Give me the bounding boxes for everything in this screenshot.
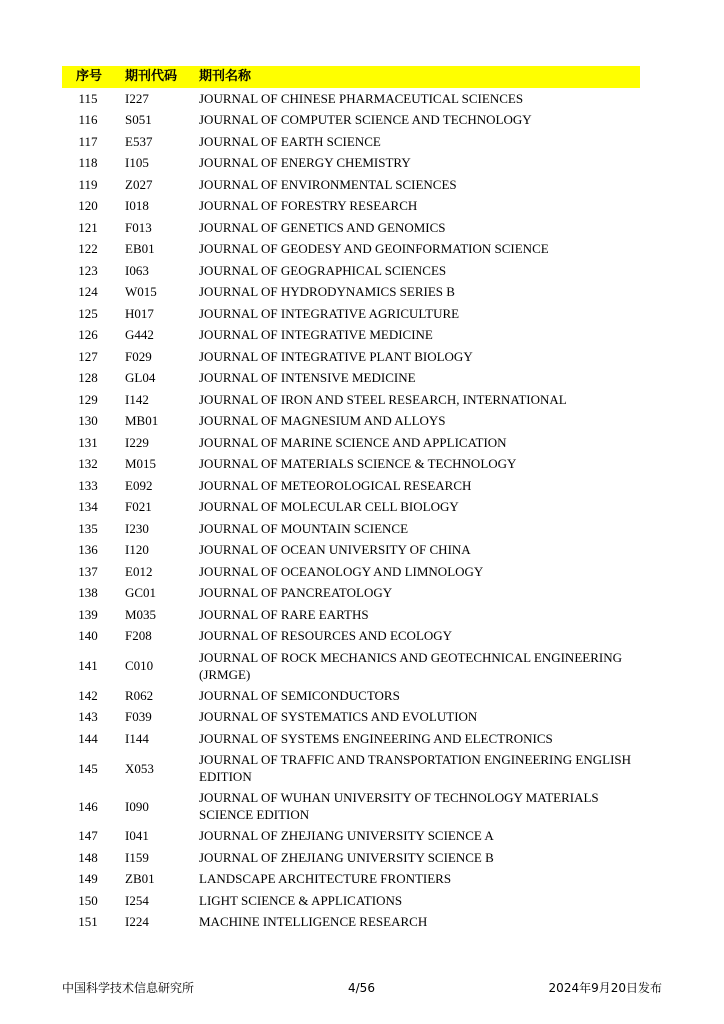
row-journal-name: LANDSCAPE ARCHITECTURE FRONTIERS	[199, 871, 452, 887]
row-journal-name: JOURNAL OF MAGNESIUM AND ALLOYS	[199, 413, 446, 429]
table-row	[62, 324, 640, 346]
footer-page-number: 4/56	[348, 981, 375, 995]
table-row	[62, 238, 640, 260]
row-code: E537	[125, 133, 153, 149]
row-code: I041	[125, 828, 149, 844]
row-seq: 137	[78, 563, 98, 579]
row-journal-name: JOURNAL OF INTENSIVE MEDICINE	[199, 370, 416, 386]
row-journal-name: JOURNAL OF OCEAN UNIVERSITY OF CHINA	[199, 542, 471, 558]
row-seq: 141	[78, 658, 98, 673]
row-journal-name: JOURNAL OF PANCREATOLOGY	[199, 585, 393, 601]
row-seq: 140	[78, 628, 98, 644]
table-row	[62, 281, 640, 303]
row-seq: 121	[78, 219, 98, 235]
row-code: GC01	[125, 585, 157, 601]
row-code: R062	[125, 687, 154, 703]
table-row	[62, 787, 640, 825]
row-journal-name: LIGHT SCIENCE & APPLICATIONS	[199, 892, 403, 908]
table-row	[62, 496, 640, 518]
row-code: ZB01	[125, 871, 155, 887]
row-code: I229	[125, 434, 149, 450]
row-code: F013	[125, 219, 152, 235]
row-code: MB01	[125, 413, 159, 429]
row-code: M015	[125, 456, 157, 472]
row-seq: 142	[78, 687, 98, 703]
row-journal-name: JOURNAL OF CHINESE PHARMACEUTICAL SCIENCES	[199, 90, 524, 106]
row-journal-name: JOURNAL OF GEODESY AND GEOINFORMATION SCIENCE	[199, 241, 549, 257]
row-journal-name: JOURNAL OF MOUNTAIN SCIENCE	[199, 520, 409, 536]
table-row	[62, 195, 640, 217]
table-row	[62, 432, 640, 454]
row-code: F021	[125, 499, 152, 515]
row-journal-name: JOURNAL OF ENVIRONMENTAL SCIENCES	[199, 176, 457, 192]
row-journal-name: JOURNAL OF HYDRODYNAMICS SERIES B	[199, 284, 455, 300]
table-row	[62, 539, 640, 561]
header-name: 期刊名称	[199, 69, 252, 85]
row-seq: 119	[78, 176, 98, 192]
row-journal-name: MACHINE INTELLIGENCE RESEARCH	[199, 914, 428, 930]
row-seq: 115	[78, 90, 98, 106]
row-code: EB01	[125, 241, 155, 257]
table-row	[62, 868, 640, 890]
row-journal-name: JOURNAL OF COMPUTER SCIENCE AND TECHNOLOGY	[199, 112, 532, 128]
header-code: 期刊代码	[125, 69, 178, 85]
row-code: I120	[125, 542, 149, 558]
row-code: X053	[125, 760, 154, 776]
row-code: F208	[125, 628, 152, 644]
row-code: Z027	[125, 176, 153, 192]
table-row	[62, 749, 640, 787]
row-seq: 125	[78, 305, 98, 321]
table-row	[62, 217, 640, 239]
footer-institution: 中国科学技术信息研究所	[62, 981, 195, 995]
row-code: M035	[125, 606, 157, 622]
row-journal-name: JOURNAL OF ZHEJIANG UNIVERSITY SCIENCE B	[199, 849, 494, 865]
journal-list-sheet	[62, 66, 640, 933]
table-row	[62, 453, 640, 475]
table-row	[62, 88, 640, 110]
row-seq: 122	[78, 241, 98, 257]
row-seq: 132	[78, 456, 98, 472]
table-row	[62, 728, 640, 750]
table-row	[62, 410, 640, 432]
table-row	[62, 647, 640, 685]
row-seq: 148	[78, 849, 98, 865]
table-row	[62, 131, 640, 153]
row-journal-name: JOURNAL OF TRAFFIC AND TRANSPORTATION ENGINEERING ENGLISH EDITION	[199, 752, 632, 784]
row-code: F029	[125, 348, 152, 364]
row-seq: 145	[78, 760, 98, 776]
table-row	[62, 625, 640, 647]
table-row	[62, 685, 640, 707]
row-seq: 129	[78, 391, 98, 407]
header-seq: 序号	[76, 69, 103, 85]
row-code: H017	[125, 305, 154, 321]
row-seq: 147	[78, 828, 98, 844]
row-code: I018	[125, 198, 149, 214]
table-row	[62, 604, 640, 626]
table-body	[62, 88, 640, 933]
row-seq: 117	[78, 133, 98, 149]
row-code: F039	[125, 709, 152, 725]
table-row	[62, 109, 640, 131]
row-code: W015	[125, 284, 157, 300]
row-seq: 134	[78, 499, 98, 515]
table-row	[62, 911, 640, 933]
header-row	[62, 66, 640, 88]
row-journal-name: JOURNAL OF MATERIALS SCIENCE & TECHNOLOGY	[199, 456, 517, 472]
row-journal-name: JOURNAL OF MOLECULAR CELL BIOLOGY	[199, 499, 459, 515]
row-journal-name: JOURNAL OF SYSTEMATICS AND EVOLUTION	[199, 709, 478, 725]
row-seq: 116	[78, 112, 98, 128]
row-journal-name: JOURNAL OF FORESTRY RESEARCH	[199, 198, 418, 214]
row-code: G442	[125, 327, 154, 343]
journal-table	[62, 66, 640, 933]
table-row	[62, 582, 640, 604]
row-journal-name: JOURNAL OF RESOURCES AND ECOLOGY	[199, 628, 453, 644]
table-row	[62, 260, 640, 282]
table-row	[62, 706, 640, 728]
table-row	[62, 346, 640, 368]
row-journal-name: JOURNAL OF INTEGRATIVE PLANT BIOLOGY	[199, 348, 473, 364]
table-row	[62, 303, 640, 325]
table-row	[62, 825, 640, 847]
table-row	[62, 174, 640, 196]
row-code: I254	[125, 892, 149, 908]
row-code: I230	[125, 520, 149, 536]
row-journal-name: JOURNAL OF MARINE SCIENCE AND APPLICATION	[199, 434, 507, 450]
row-journal-name: JOURNAL OF OCEANOLOGY AND LIMNOLOGY	[199, 563, 484, 579]
row-code: I159	[125, 849, 149, 865]
row-code: E092	[125, 477, 153, 493]
row-seq: 150	[78, 892, 98, 908]
page-footer	[62, 978, 662, 998]
row-journal-name: JOURNAL OF ZHEJIANG UNIVERSITY SCIENCE A	[199, 828, 494, 844]
table-row	[62, 847, 640, 869]
row-journal-name: JOURNAL OF EARTH SCIENCE	[199, 133, 381, 149]
row-seq: 124	[78, 284, 98, 300]
row-seq: 151	[78, 914, 98, 930]
row-journal-name: JOURNAL OF INTEGRATIVE MEDICINE	[199, 327, 433, 343]
row-seq: 131	[78, 434, 98, 450]
row-journal-name: JOURNAL OF ENERGY CHEMISTRY	[199, 155, 411, 171]
footer-publish-date: 2024年9月20日发布	[548, 981, 662, 995]
row-seq: 128	[78, 370, 98, 386]
row-code: GL04	[125, 370, 156, 386]
table-row	[62, 389, 640, 411]
row-code: I224	[125, 914, 149, 930]
row-code: I142	[125, 391, 149, 407]
row-seq: 127	[78, 348, 98, 364]
table-row	[62, 475, 640, 497]
row-seq: 133	[78, 477, 98, 493]
row-code: I144	[125, 730, 149, 746]
row-code: S051	[125, 112, 152, 128]
table-header	[62, 66, 640, 88]
table-row	[62, 561, 640, 583]
row-seq: 138	[78, 585, 98, 601]
row-seq: 139	[78, 606, 98, 622]
row-journal-name: JOURNAL OF GENETICS AND GENOMICS	[199, 219, 446, 235]
row-seq: 123	[78, 262, 98, 278]
row-seq: 118	[78, 155, 98, 171]
row-journal-name: JOURNAL OF GEOGRAPHICAL SCIENCES	[199, 262, 447, 278]
row-seq: 126	[78, 327, 98, 343]
row-code: I090	[125, 798, 149, 814]
row-journal-name: JOURNAL OF INTEGRATIVE AGRICULTURE	[199, 305, 460, 321]
row-code: I063	[125, 262, 149, 278]
table-row	[62, 367, 640, 389]
row-seq: 146	[78, 798, 98, 814]
row-journal-name: JOURNAL OF IRON AND STEEL RESEARCH, INTERNATIONAL	[199, 391, 567, 407]
row-seq: 120	[78, 198, 98, 214]
row-seq: 149	[78, 871, 98, 887]
row-code: I227	[125, 90, 149, 106]
row-journal-name: JOURNAL OF SEMICONDUCTORS	[199, 687, 400, 703]
row-code: I105	[125, 155, 149, 171]
row-seq: 143	[78, 709, 98, 725]
row-journal-name: JOURNAL OF ROCK MECHANICS AND GEOTECHNICAL ENGINEERING (JRMGE)	[199, 649, 622, 682]
table-row	[62, 890, 640, 912]
row-journal-name: JOURNAL OF METEOROLOGICAL RESEARCH	[199, 477, 472, 493]
table-row	[62, 152, 640, 174]
row-seq: 136	[78, 542, 98, 558]
row-journal-name: JOURNAL OF WUHAN UNIVERSITY OF TECHNOLOGY MATERIALS SCIENCE EDITION	[199, 790, 599, 822]
row-code: E012	[125, 563, 153, 579]
table-row	[62, 518, 640, 540]
row-journal-name: JOURNAL OF SYSTEMS ENGINEERING AND ELECTRONICS	[199, 730, 553, 746]
row-code: C010	[125, 658, 154, 673]
row-journal-name: JOURNAL OF RARE EARTHS	[199, 606, 369, 622]
row-seq: 135	[78, 520, 98, 536]
row-seq: 144	[78, 730, 98, 746]
row-seq: 130	[78, 413, 98, 429]
